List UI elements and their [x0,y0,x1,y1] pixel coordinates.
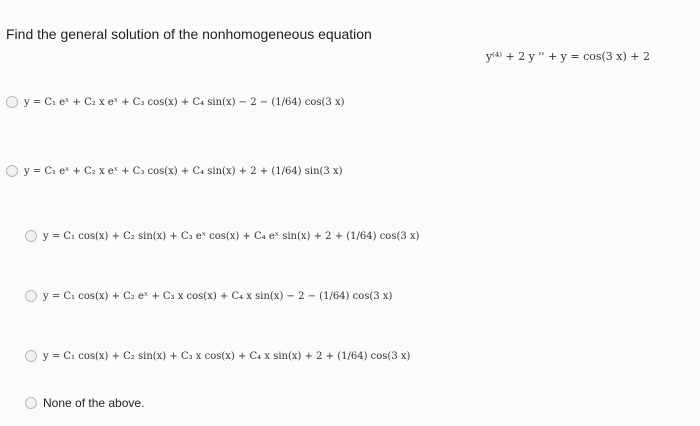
radio-button-3[interactable] [25,230,37,242]
answer-option-3-text[interactable]: y = C₁ cos(x) + C₂ sin(x) + C₃ eˣ cos(x) + C₄ eˣ sin(x) + 2 + (1/64) cos(3 x) [43,230,420,242]
question-text: Find the general solution of the nonhomogeneous equation [6,26,372,42]
answer-option-5[interactable] [25,350,410,362]
radio-button-1[interactable] [6,96,18,108]
radio-button-4[interactable] [25,290,37,302]
answer-option-2-text[interactable]: y = C₁ eˣ + C₂ x eˣ + C₃ cos(x) + C₄ sin(x) + 2 + (1/64) sin(3 x) [24,165,343,177]
radio-button-2[interactable] [6,165,18,177]
answer-option-6[interactable] [25,396,144,410]
answer-option-4-text[interactable]: y = C₁ cos(x) + C₂ eˣ + C₃ x cos(x) + C₄ x sin(x) − 2 − (1/64) cos(3 x) [43,290,393,302]
answer-option-6-text[interactable]: None of the above. [43,396,145,410]
answer-option-1[interactable] [6,96,345,108]
answer-option-4[interactable] [25,290,392,302]
answer-option-3[interactable] [25,230,419,242]
radio-button-6[interactable] [25,397,37,409]
radio-button-5[interactable] [25,350,37,362]
answer-option-1-text[interactable]: y = C₁ eˣ + C₂ x eˣ + C₃ cos(x) + C₄ sin(x) − 2 − (1/64) cos(3 x) [24,96,345,108]
answer-option-5-text[interactable]: y = C₁ cos(x) + C₂ sin(x) + C₃ x cos(x) + C₄ x sin(x) + 2 + (1/64) cos(3 x) [43,350,411,362]
differential-equation: y⁽⁴⁾ + 2 y '' + y = cos(3 x) + 2 [485,50,650,63]
answer-option-2[interactable] [6,165,343,177]
